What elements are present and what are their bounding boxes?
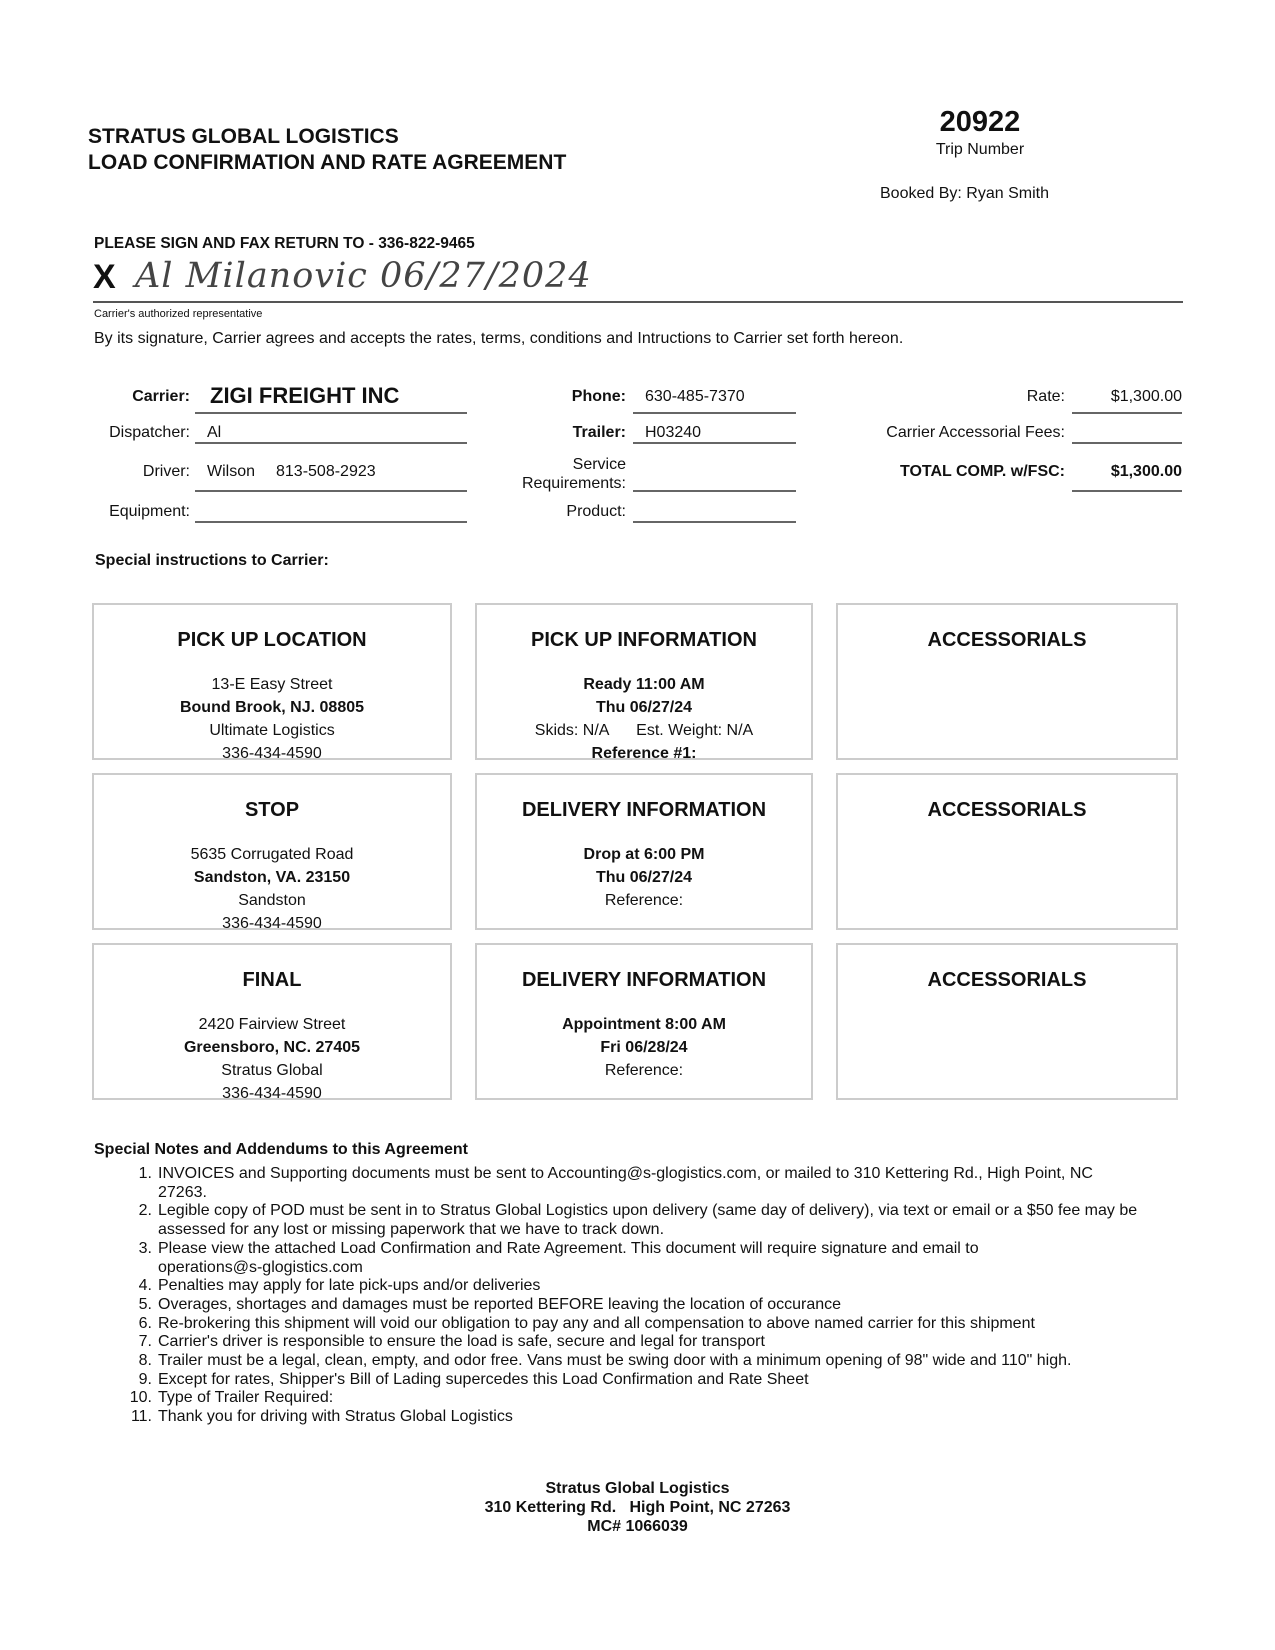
footer-mc-number: MC# 1066039 bbox=[587, 1518, 688, 1535]
stop-reference: Reference: bbox=[604, 892, 684, 909]
note-item: 4. Penalties may apply for late pick-ups and/or deliveries bbox=[138, 1277, 541, 1295]
stop-delivery-information-box bbox=[475, 773, 813, 930]
service-label-line1: Service bbox=[572, 456, 626, 473]
stop-name: Sandston bbox=[238, 892, 306, 909]
trailer-label: Trailer: bbox=[572, 424, 626, 441]
driver-label: Driver: bbox=[142, 463, 190, 480]
service-requirements-label bbox=[480, 455, 626, 493]
note-item: 3. Please view the attached Load Confirmation and Rate Agreement. This document will require signature and email to operations@s-glogistics.com bbox=[138, 1239, 979, 1276]
pickup-city: Bound Brook, NJ. 08805 bbox=[179, 699, 365, 716]
pickup-weight: Est. Weight: N/A bbox=[636, 722, 754, 739]
rate-value: $1,300.00 bbox=[1110, 388, 1182, 405]
stop-drop-time: Drop at 6:00 PM bbox=[583, 846, 705, 863]
total-comp-underline bbox=[1072, 490, 1182, 492]
special-instructions-label: Special instructions to Carrier: bbox=[95, 552, 329, 569]
carrier-value: ZIGI FREIGHT INC bbox=[210, 383, 400, 408]
note-item: 7. Carrier's driver is responsible to ensure the load is safe, secure and legal for transport bbox=[138, 1333, 765, 1351]
stop-phone: 336-434-4590 bbox=[222, 915, 322, 932]
final-delivery-information-title: DELIVERY INFORMATION bbox=[521, 969, 767, 991]
signature-caption: Carrier's authorized representative bbox=[94, 308, 263, 320]
pickup-location-box bbox=[92, 603, 452, 760]
footer-company: Stratus Global Logistics bbox=[545, 1480, 730, 1497]
dispatcher-underline bbox=[195, 442, 467, 444]
stop-city: Sandston, VA. 23150 bbox=[193, 869, 351, 886]
total-comp-value: $1,300.00 bbox=[1110, 463, 1182, 480]
final-address: 2420 Fairview Street bbox=[198, 1016, 346, 1033]
final-phone: 336-434-4590 bbox=[222, 1085, 322, 1102]
final-name: Stratus Global bbox=[221, 1062, 323, 1079]
note-item: 5. Overages, shortages and damages must be reported BEFORE leaving the location of occurance bbox=[138, 1295, 842, 1313]
final-accessorials-box bbox=[836, 943, 1178, 1100]
stop-location-box bbox=[92, 773, 452, 930]
dispatcher-label: Dispatcher: bbox=[109, 424, 190, 441]
note-item: 6. Re-brokering this shipment will void our obligation to pay any and all compensation to above named carrier for this shipment bbox=[138, 1314, 1035, 1332]
signature-x-mark: X bbox=[93, 258, 116, 296]
pickup-ready-time: Ready 11:00 AM bbox=[583, 676, 705, 693]
company-header bbox=[88, 124, 566, 176]
final-city: Greensboro, NC. 27405 bbox=[183, 1039, 361, 1056]
trip-number: 20922 bbox=[939, 106, 1021, 138]
note-item: 2. Legible copy of POD must be sent in to Stratus Global Logistics upon delivery (same day of delivery), via text or email or a $50 fee may be assessed for any lost or missing paperwork that we have to track down. bbox=[138, 1202, 1138, 1239]
pickup-name: Ultimate Logistics bbox=[209, 722, 335, 739]
final-appointment-time: Appointment 8:00 AM bbox=[562, 1016, 726, 1033]
note-item: 9. Except for rates, Shipper's Bill of Lading supercedes this Load Confirmation and Rate Sheet bbox=[138, 1370, 809, 1388]
final-reference: Reference: bbox=[604, 1062, 684, 1079]
driver-phone: 813-508-2923 bbox=[276, 463, 376, 480]
stop-accessorials-box bbox=[836, 773, 1178, 930]
rate-label: Rate: bbox=[1026, 388, 1065, 405]
equipment-underline bbox=[195, 521, 467, 523]
pickup-address: 13-E Easy Street bbox=[211, 676, 333, 693]
footer-address: 310 Kettering Rd. High Point, NC 27263 bbox=[484, 1499, 791, 1516]
carrier-underline bbox=[195, 412, 467, 414]
pickup-information-title: PICK UP INFORMATION bbox=[531, 629, 757, 651]
final-delivery-information-box bbox=[475, 943, 813, 1100]
document-title: LOAD CONFIRMATION AND RATE AGREEMENT bbox=[88, 151, 567, 174]
driver-name: Wilson bbox=[207, 463, 256, 480]
pickup-location-title: PICK UP LOCATION bbox=[177, 629, 367, 651]
sign-return-instruction: PLEASE SIGN AND FAX RETURN TO - 336-822-9465 bbox=[94, 235, 475, 252]
product-underline bbox=[633, 521, 796, 523]
stop-delivery-information-title: DELIVERY INFORMATION bbox=[521, 799, 767, 821]
phone-underline bbox=[633, 412, 796, 414]
pickup-accessorials-box bbox=[836, 603, 1178, 760]
equipment-label: Equipment: bbox=[109, 503, 190, 520]
pickup-phone: 336-434-4590 bbox=[222, 745, 322, 762]
notes-title: Special Notes and Addendums to this Agreement bbox=[94, 1141, 468, 1158]
final-accessorials-title: ACCESSORIALS bbox=[927, 969, 1087, 991]
pickup-reference: Reference #1: bbox=[591, 745, 697, 762]
pickup-date: Thu 06/27/24 bbox=[595, 699, 693, 716]
footer bbox=[0, 1479, 1275, 1536]
trip-number-label: Trip Number bbox=[935, 141, 1025, 158]
accessorial-fees-underline bbox=[1072, 442, 1182, 444]
booked-by: Booked By: Ryan Smith bbox=[880, 185, 1049, 202]
pickup-skids-weight bbox=[477, 719, 811, 742]
final-location-box bbox=[92, 943, 452, 1100]
pickup-accessorials-title: ACCESSORIALS bbox=[927, 629, 1087, 651]
note-item: 1. INVOICES and Supporting documents must be sent to Accounting@s-glogistics.com, or mailed to 310 Kettering Rd., High Point, NC 27263. bbox=[138, 1165, 1093, 1201]
service-label-line2: Requirements: bbox=[521, 475, 626, 492]
phone-label: Phone: bbox=[571, 388, 626, 405]
notes-list bbox=[120, 1165, 1200, 1427]
final-location-title: FINAL bbox=[242, 969, 302, 991]
final-date: Fri 06/28/24 bbox=[600, 1039, 688, 1056]
accessorial-fees-label: Carrier Accessorial Fees: bbox=[886, 424, 1065, 441]
signature-handwriting: Al Milanovic 06/27/2024 bbox=[135, 256, 592, 296]
pickup-information-box bbox=[475, 603, 813, 760]
note-item: 11. Thank you for driving with Stratus Global Logistics bbox=[130, 1408, 513, 1426]
stop-address: 5635 Corrugated Road bbox=[190, 846, 354, 863]
rate-underline bbox=[1072, 412, 1182, 414]
carrier-label: Carrier: bbox=[132, 388, 190, 405]
trailer-value: H03240 bbox=[645, 424, 702, 441]
product-label: Product: bbox=[566, 503, 626, 520]
agreement-statement: By its signature, Carrier agrees and accepts the rates, terms, conditions and Intructions to Carrier set forth hereon. bbox=[94, 330, 904, 347]
note-item: 8. Trailer must be a legal, clean, empty, and odor free. Vans must be swing door with a minimum opening of 98" wide and 110" high. bbox=[138, 1352, 1072, 1370]
company-name: STRATUS GLOBAL LOGISTICS bbox=[88, 125, 399, 148]
dispatcher-value: Al bbox=[207, 424, 222, 441]
pickup-skids: Skids: N/A bbox=[534, 722, 610, 739]
total-comp-label: TOTAL COMP. w/FSC: bbox=[899, 463, 1065, 480]
trailer-underline bbox=[633, 442, 796, 444]
stop-location-title: STOP bbox=[244, 799, 300, 821]
phone-value: 630-485-7370 bbox=[645, 388, 745, 405]
stop-date: Thu 06/27/24 bbox=[595, 869, 693, 886]
note-item: 10. Type of Trailer Required: bbox=[129, 1389, 334, 1407]
service-requirements-underline bbox=[633, 490, 796, 492]
stop-accessorials-title: ACCESSORIALS bbox=[927, 799, 1087, 821]
driver-underline bbox=[195, 490, 467, 492]
signature-line bbox=[93, 301, 1183, 303]
